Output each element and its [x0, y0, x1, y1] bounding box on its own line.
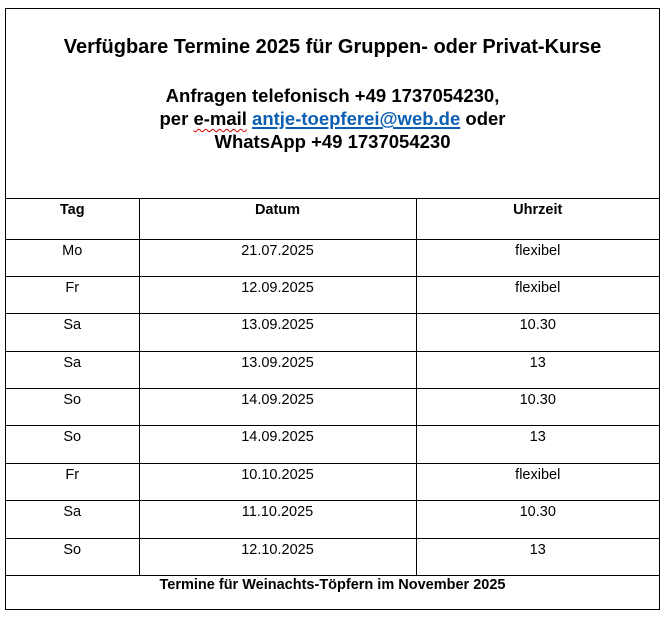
cell-uhrzeit: flexibel: [416, 276, 659, 313]
column-header-tag: Tag: [6, 199, 139, 239]
cell-tag: So: [6, 538, 139, 575]
cell-tag: Sa: [6, 314, 139, 351]
contact-whatsapp-line: WhatsApp +49 1737054230: [214, 131, 451, 152]
cell-datum: 21.07.2025: [139, 239, 416, 276]
cell-datum: 13.09.2025: [139, 314, 416, 351]
cell-tag: Sa: [6, 501, 139, 538]
cell-uhrzeit: 10.30: [416, 314, 659, 351]
cell-datum: 11.10.2025: [139, 501, 416, 538]
cell-datum: 14.09.2025: [139, 389, 416, 426]
table-row: [6, 463, 659, 500]
cell-uhrzeit: 13: [416, 351, 659, 388]
footer-note: Termine für Weinachts-Töpfern im November 2025: [159, 577, 506, 593]
schedule-table: [6, 199, 659, 576]
contact-phone-line: Anfragen telefonisch +49 1737054230,: [165, 85, 500, 106]
header-section: [6, 9, 659, 199]
column-header-datum: Datum: [139, 199, 416, 239]
contact-info: [6, 84, 659, 153]
page-title: Verfügbare Termine 2025 für Gruppen- oder Privat-Kurse: [63, 36, 602, 58]
cell-datum: 10.10.2025: [139, 463, 416, 500]
cell-datum: 13.09.2025: [139, 351, 416, 388]
contact-email-suffix: oder: [460, 108, 506, 129]
column-header-uhrzeit: Uhrzeit: [416, 199, 659, 239]
cell-datum: 14.09.2025: [139, 426, 416, 463]
table-row: [6, 239, 659, 276]
cell-uhrzeit: 10.30: [416, 501, 659, 538]
cell-tag: So: [6, 389, 139, 426]
email-link[interactable]: antje-toepferei@web.de: [252, 108, 461, 129]
cell-uhrzeit: 13: [416, 538, 659, 575]
table-row: [6, 538, 659, 575]
table-row: [6, 351, 659, 388]
cell-tag: Fr: [6, 276, 139, 313]
table-row: [6, 501, 659, 538]
table-row: [6, 426, 659, 463]
schedule-document: [5, 8, 660, 610]
cell-uhrzeit: 13: [416, 426, 659, 463]
cell-uhrzeit: flexibel: [416, 239, 659, 276]
email-word: e-mail: [193, 108, 247, 129]
cell-tag: Fr: [6, 463, 139, 500]
table-header-row: [6, 199, 659, 239]
cell-datum: 12.09.2025: [139, 276, 416, 313]
table-row: [6, 314, 659, 351]
contact-email-line: [6, 107, 659, 130]
cell-tag: Mo: [6, 239, 139, 276]
table-row: [6, 389, 659, 426]
cell-datum: 12.10.2025: [139, 538, 416, 575]
table-row: [6, 276, 659, 313]
cell-uhrzeit: 10.30: [416, 389, 659, 426]
cell-uhrzeit: flexibel: [416, 463, 659, 500]
cell-tag: So: [6, 426, 139, 463]
contact-email-prefix: per: [159, 108, 194, 129]
cell-tag: Sa: [6, 351, 139, 388]
